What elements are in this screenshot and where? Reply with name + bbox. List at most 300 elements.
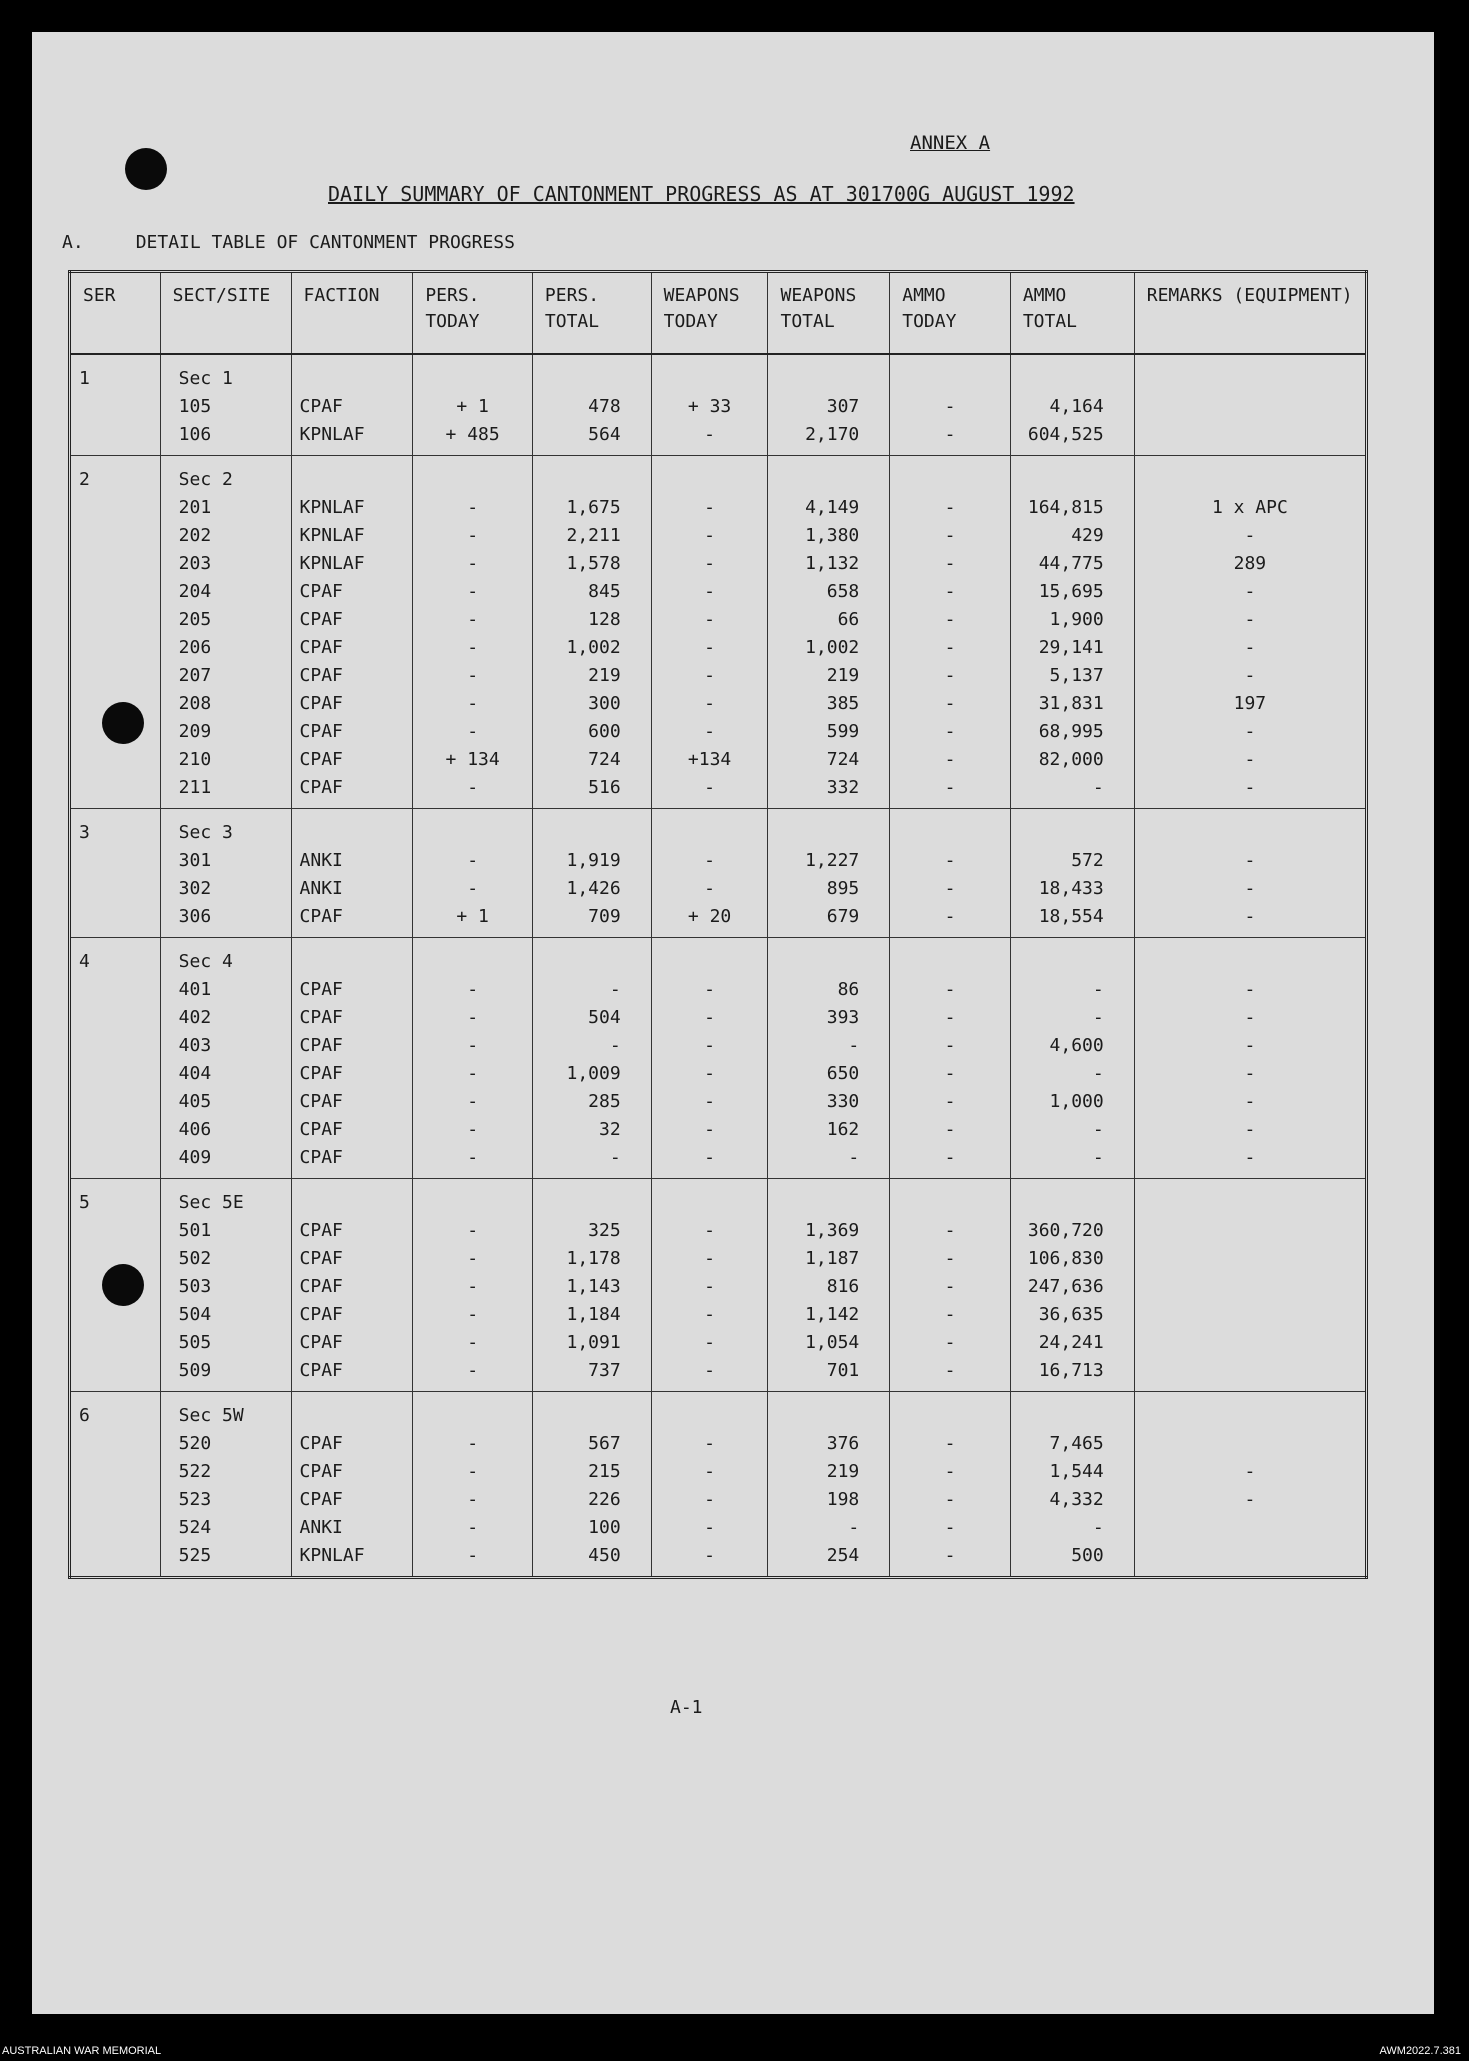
empty-cell: [1134, 354, 1366, 393]
table-cell: +134: [651, 746, 768, 774]
table-row: [70, 1060, 1367, 1088]
empty-cell: [768, 354, 890, 393]
table-cell: 285: [532, 1088, 651, 1116]
table-cell: 332: [768, 774, 890, 809]
table-cell: -: [413, 1458, 533, 1486]
table-cell: -: [1134, 662, 1366, 690]
table-cell: 86: [768, 976, 890, 1004]
table-cell: 106,830: [1010, 1245, 1134, 1273]
table-cell: -: [651, 1144, 768, 1179]
table-cell: 18,433: [1010, 875, 1134, 903]
sector-group: [70, 1179, 1367, 1392]
table-cell: -: [890, 494, 1011, 522]
table-cell: -: [1134, 1088, 1366, 1116]
table-cell: -: [1134, 875, 1366, 903]
table-cell: -: [890, 421, 1011, 456]
table-cell: 604,525: [1010, 421, 1134, 456]
column-header: PERS. TOTAL: [532, 272, 651, 355]
table-row: [70, 1116, 1367, 1144]
table-cell: CPAF: [291, 1458, 413, 1486]
table-cell: 105: [160, 393, 291, 421]
table-cell: 504: [160, 1301, 291, 1329]
table-cell: -: [890, 1329, 1011, 1357]
table-cell: -: [890, 1486, 1011, 1514]
table-cell: 500: [1010, 1542, 1134, 1578]
table-cell: 360,720: [1010, 1217, 1134, 1245]
table-cell: [1134, 1329, 1366, 1357]
table-cell: 406: [160, 1116, 291, 1144]
empty-cell: [70, 875, 161, 903]
table-cell: 409: [160, 1144, 291, 1179]
table-cell: CPAF: [291, 1060, 413, 1088]
table-cell: -: [413, 1060, 533, 1088]
empty-cell: [413, 1392, 533, 1431]
table-cell: -: [413, 1245, 533, 1273]
table-cell: -: [651, 774, 768, 809]
table-cell: 1,187: [768, 1245, 890, 1273]
empty-cell: [1134, 809, 1366, 848]
table-cell: 1,919: [532, 847, 651, 875]
table-cell: -: [651, 1357, 768, 1392]
table-cell: 203: [160, 550, 291, 578]
table-cell: -: [651, 421, 768, 456]
table-cell: 15,695: [1010, 578, 1134, 606]
table-cell: 709: [532, 903, 651, 938]
table-cell: -: [413, 1116, 533, 1144]
table-cell: -: [651, 1116, 768, 1144]
table-cell: -: [413, 1329, 533, 1357]
table-cell: 1,178: [532, 1245, 651, 1273]
table-row: [70, 746, 1367, 774]
table-cell: -: [768, 1514, 890, 1542]
empty-cell: [532, 456, 651, 495]
table-cell: 523: [160, 1486, 291, 1514]
table-cell: [1134, 1273, 1366, 1301]
archive-reference: AWM2022.7.381: [1379, 2045, 1461, 2057]
table-cell: 402: [160, 1004, 291, 1032]
table-cell: 650: [768, 1060, 890, 1088]
table-cell: 1,142: [768, 1301, 890, 1329]
table-cell: 737: [532, 1357, 651, 1392]
table-cell: -: [890, 1301, 1011, 1329]
empty-cell: [1134, 456, 1366, 495]
table-cell: 1 x APC: [1134, 494, 1366, 522]
empty-cell: [70, 1542, 161, 1578]
table-cell: -: [890, 847, 1011, 875]
table-cell: -: [890, 578, 1011, 606]
empty-cell: [413, 938, 533, 977]
table-cell: -: [651, 1245, 768, 1273]
table-cell: + 485: [413, 421, 533, 456]
table-cell: -: [651, 1217, 768, 1245]
table-cell: -: [890, 976, 1011, 1004]
empty-cell: [651, 456, 768, 495]
table-cell: -: [413, 1542, 533, 1578]
page-number: A-1: [670, 1697, 703, 1718]
table-cell: CPAF: [291, 903, 413, 938]
column-header: FACTION: [291, 272, 413, 355]
table-cell: 289: [1134, 550, 1366, 578]
table-row: [70, 354, 1367, 393]
empty-cell: [70, 1088, 161, 1116]
empty-cell: [1010, 809, 1134, 848]
table-cell: -: [651, 976, 768, 1004]
table-cell: 32: [532, 1116, 651, 1144]
table-cell: -: [651, 1301, 768, 1329]
empty-cell: [768, 938, 890, 977]
empty-cell: [70, 976, 161, 1004]
table-cell: CPAF: [291, 1088, 413, 1116]
table-cell: -: [1134, 903, 1366, 938]
empty-cell: [70, 634, 161, 662]
sector-group: [70, 1392, 1367, 1578]
table-cell: 393: [768, 1004, 890, 1032]
table-row: [70, 1486, 1367, 1514]
table-cell: -: [890, 1217, 1011, 1245]
table-cell: [1134, 1217, 1366, 1245]
table-cell: -: [890, 393, 1011, 421]
table-cell: 29,141: [1010, 634, 1134, 662]
empty-cell: [70, 903, 161, 938]
table-cell: 1,091: [532, 1329, 651, 1357]
table-cell: -: [1010, 1116, 1134, 1144]
table-cell: -: [1134, 774, 1366, 809]
table-row: [70, 522, 1367, 550]
table-cell: -: [532, 1144, 651, 1179]
column-header: WEAPONS TOTAL: [768, 272, 890, 355]
table-row: [70, 903, 1367, 938]
document-title: DAILY SUMMARY OF CANTONMENT PROGRESS AS AT 301700G AUGUST 1992: [328, 182, 1075, 206]
table-cell: 100: [532, 1514, 651, 1542]
table-cell: 403: [160, 1032, 291, 1060]
table-cell: 1,578: [532, 550, 651, 578]
table-cell: 503: [160, 1273, 291, 1301]
table-cell: -: [651, 494, 768, 522]
table-cell: -: [1134, 1458, 1366, 1486]
table-cell: 226: [532, 1486, 651, 1514]
table-row: [70, 550, 1367, 578]
table-row: [70, 1144, 1367, 1179]
empty-cell: [70, 578, 161, 606]
table-cell: -: [651, 1458, 768, 1486]
table-cell: -: [651, 1004, 768, 1032]
table-cell: -: [413, 494, 533, 522]
table-cell: 205: [160, 606, 291, 634]
table-cell: 1,002: [532, 634, 651, 662]
table-cell: -: [890, 606, 1011, 634]
table-row: [70, 809, 1367, 848]
table-cell: 204: [160, 578, 291, 606]
empty-cell: [70, 690, 161, 718]
table-cell: -: [651, 847, 768, 875]
table-cell: 658: [768, 578, 890, 606]
empty-cell: [70, 606, 161, 634]
table-cell: CPAF: [291, 634, 413, 662]
table-row: [70, 1329, 1367, 1357]
empty-cell: [651, 1392, 768, 1431]
table-cell: -: [651, 1032, 768, 1060]
table-cell: CPAF: [291, 1245, 413, 1273]
empty-cell: [413, 809, 533, 848]
empty-cell: [768, 809, 890, 848]
table-row: [70, 393, 1367, 421]
table-cell: -: [413, 1032, 533, 1060]
empty-cell: [890, 938, 1011, 977]
empty-cell: [768, 456, 890, 495]
table-cell: [1134, 1357, 1366, 1392]
table-cell: -: [651, 1486, 768, 1514]
table-cell: -: [413, 522, 533, 550]
empty-cell: [1010, 354, 1134, 393]
table-cell: CPAF: [291, 718, 413, 746]
table-cell: 201: [160, 494, 291, 522]
empty-cell: [413, 354, 533, 393]
table-cell: -: [1010, 1060, 1134, 1088]
empty-cell: [291, 456, 413, 495]
column-header: WEAPONS TODAY: [651, 272, 768, 355]
table-cell: -: [651, 550, 768, 578]
empty-cell: [890, 1392, 1011, 1431]
empty-cell: [70, 1245, 161, 1273]
table-cell: -: [651, 1542, 768, 1578]
table-cell: -: [413, 1486, 533, 1514]
table-cell: 520: [160, 1430, 291, 1458]
table-cell: 301: [160, 847, 291, 875]
table-cell: ANKI: [291, 847, 413, 875]
document-page: [32, 32, 1434, 2014]
table-cell: [1134, 1301, 1366, 1329]
ser-cell: 1: [70, 354, 161, 393]
table-cell: CPAF: [291, 1273, 413, 1301]
table-cell: 724: [768, 746, 890, 774]
table-cell: 525: [160, 1542, 291, 1578]
table-cell: 198: [768, 1486, 890, 1514]
table-row: [70, 606, 1367, 634]
table-cell: + 134: [413, 746, 533, 774]
table-cell: -: [1010, 1004, 1134, 1032]
table-cell: 164,815: [1010, 494, 1134, 522]
table-cell: -: [651, 1514, 768, 1542]
table-cell: -: [890, 718, 1011, 746]
table-cell: 162: [768, 1116, 890, 1144]
table-cell: 4,600: [1010, 1032, 1134, 1060]
table-cell: [1134, 421, 1366, 456]
table-cell: [1134, 1514, 1366, 1542]
table-cell: CPAF: [291, 976, 413, 1004]
table-row: [70, 421, 1367, 456]
table-cell: 106: [160, 421, 291, 456]
section-title: DETAIL TABLE OF CANTONMENT PROGRESS: [135, 232, 515, 253]
empty-cell: [651, 809, 768, 848]
table-row: [70, 774, 1367, 809]
table-cell: 18,554: [1010, 903, 1134, 938]
table-cell: 36,635: [1010, 1301, 1134, 1329]
table-cell: -: [890, 1245, 1011, 1273]
table-cell: KPNLAF: [291, 494, 413, 522]
empty-cell: [1010, 1392, 1134, 1431]
table-cell: 207: [160, 662, 291, 690]
table-cell: -: [413, 1004, 533, 1032]
table-cell: 429: [1010, 522, 1134, 550]
table-cell: -: [413, 1217, 533, 1245]
table-cell: 219: [768, 1458, 890, 1486]
table-cell: 254: [768, 1542, 890, 1578]
table-cell: 505: [160, 1329, 291, 1357]
table-cell: CPAF: [291, 606, 413, 634]
table-cell: 401: [160, 976, 291, 1004]
table-cell: -: [651, 634, 768, 662]
ser-cell: 5: [70, 1179, 161, 1218]
table-cell: -: [413, 1273, 533, 1301]
table-cell: -: [1134, 1486, 1366, 1514]
table-cell: KPNLAF: [291, 550, 413, 578]
empty-cell: [291, 1179, 413, 1218]
table-cell: -: [1134, 847, 1366, 875]
column-header: REMARKS (EQUIPMENT): [1134, 272, 1366, 355]
table-cell: 302: [160, 875, 291, 903]
table-cell: -: [413, 578, 533, 606]
table-cell: 325: [532, 1217, 651, 1245]
table-cell: -: [1010, 774, 1134, 809]
table-cell: 1,675: [532, 494, 651, 522]
empty-cell: [70, 1004, 161, 1032]
table-cell: 1,380: [768, 522, 890, 550]
table-cell: ANKI: [291, 1514, 413, 1542]
section-letter: A.: [62, 232, 84, 253]
table-cell: 66: [768, 606, 890, 634]
table-cell: 215: [532, 1458, 651, 1486]
table-cell: KPNLAF: [291, 1542, 413, 1578]
empty-cell: [70, 1060, 161, 1088]
sector-cell: Sec 4: [160, 938, 291, 977]
table-cell: 197: [1134, 690, 1366, 718]
column-header: AMMO TOTAL: [1010, 272, 1134, 355]
table-cell: + 20: [651, 903, 768, 938]
table-cell: -: [1134, 746, 1366, 774]
sector-cell: Sec 5E: [160, 1179, 291, 1218]
empty-cell: [1010, 456, 1134, 495]
column-header: PERS. TODAY: [413, 272, 533, 355]
empty-cell: [70, 847, 161, 875]
table-cell: -: [651, 1273, 768, 1301]
empty-cell: [768, 1392, 890, 1431]
empty-cell: [532, 809, 651, 848]
table-row: [70, 718, 1367, 746]
table-cell: CPAF: [291, 1357, 413, 1392]
table-cell: -: [413, 847, 533, 875]
empty-cell: [70, 1458, 161, 1486]
empty-cell: [1134, 1179, 1366, 1218]
table-cell: 209: [160, 718, 291, 746]
table-cell: 404: [160, 1060, 291, 1088]
sector-group: [70, 938, 1367, 1179]
table-cell: CPAF: [291, 1144, 413, 1179]
annex-label: ANNEX A: [910, 132, 991, 154]
table-cell: -: [890, 1542, 1011, 1578]
table-cell: CPAF: [291, 1430, 413, 1458]
table-cell: -: [651, 578, 768, 606]
empty-cell: [70, 1301, 161, 1329]
table-cell: -: [413, 1301, 533, 1329]
empty-cell: [70, 1217, 161, 1245]
section-heading: [62, 232, 567, 253]
empty-cell: [291, 354, 413, 393]
table-cell: -: [890, 662, 1011, 690]
table-row: [70, 634, 1367, 662]
table-cell: -: [651, 606, 768, 634]
table-cell: 845: [532, 578, 651, 606]
table-cell: -: [413, 690, 533, 718]
table-row: [70, 1357, 1367, 1392]
table-cell: 524: [160, 1514, 291, 1542]
archive-caption: AUSTRALIAN WAR MEMORIAL: [2, 2045, 162, 2057]
empty-cell: [70, 1514, 161, 1542]
empty-cell: [1010, 938, 1134, 977]
table-cell: -: [890, 1430, 1011, 1458]
table-cell: -: [651, 875, 768, 903]
table-cell: 478: [532, 393, 651, 421]
table-cell: -: [413, 1514, 533, 1542]
empty-cell: [532, 354, 651, 393]
table-cell: CPAF: [291, 1217, 413, 1245]
table-cell: -: [651, 718, 768, 746]
table-cell: -: [413, 718, 533, 746]
column-header: SER: [70, 272, 161, 355]
table-cell: [1134, 1430, 1366, 1458]
empty-cell: [70, 1329, 161, 1357]
table-cell: -: [1134, 522, 1366, 550]
table-row: [70, 1514, 1367, 1542]
table-cell: 44,775: [1010, 550, 1134, 578]
table-cell: -: [413, 1430, 533, 1458]
table-cell: -: [890, 903, 1011, 938]
table-cell: 385: [768, 690, 890, 718]
table-cell: -: [413, 662, 533, 690]
table-cell: 4,164: [1010, 393, 1134, 421]
table-cell: [1134, 1542, 1366, 1578]
empty-cell: [651, 938, 768, 977]
empty-cell: [70, 421, 161, 456]
table-cell: -: [413, 875, 533, 903]
table-cell: -: [1134, 1060, 1366, 1088]
empty-cell: [70, 662, 161, 690]
table-cell: 1,132: [768, 550, 890, 578]
table-cell: -: [413, 634, 533, 662]
table-cell: CPAF: [291, 746, 413, 774]
table-cell: -: [890, 522, 1011, 550]
empty-cell: [532, 1179, 651, 1218]
table-cell: CPAF: [291, 1329, 413, 1357]
table-cell: 516: [532, 774, 651, 809]
table-cell: 1,544: [1010, 1458, 1134, 1486]
empty-cell: [532, 938, 651, 977]
empty-cell: [413, 456, 533, 495]
empty-cell: [890, 1179, 1011, 1218]
empty-cell: [70, 494, 161, 522]
table-cell: -: [768, 1032, 890, 1060]
table-row: [70, 662, 1367, 690]
sector-group: [70, 456, 1367, 809]
table-row: [70, 1430, 1367, 1458]
table-cell: -: [890, 550, 1011, 578]
table-cell: -: [651, 1430, 768, 1458]
empty-cell: [1010, 1179, 1134, 1218]
column-header: SECT/SITE: [160, 272, 291, 355]
table-cell: 1,054: [768, 1329, 890, 1357]
table-cell: -: [768, 1144, 890, 1179]
table-row: [70, 1392, 1367, 1431]
table-cell: 567: [532, 1430, 651, 1458]
